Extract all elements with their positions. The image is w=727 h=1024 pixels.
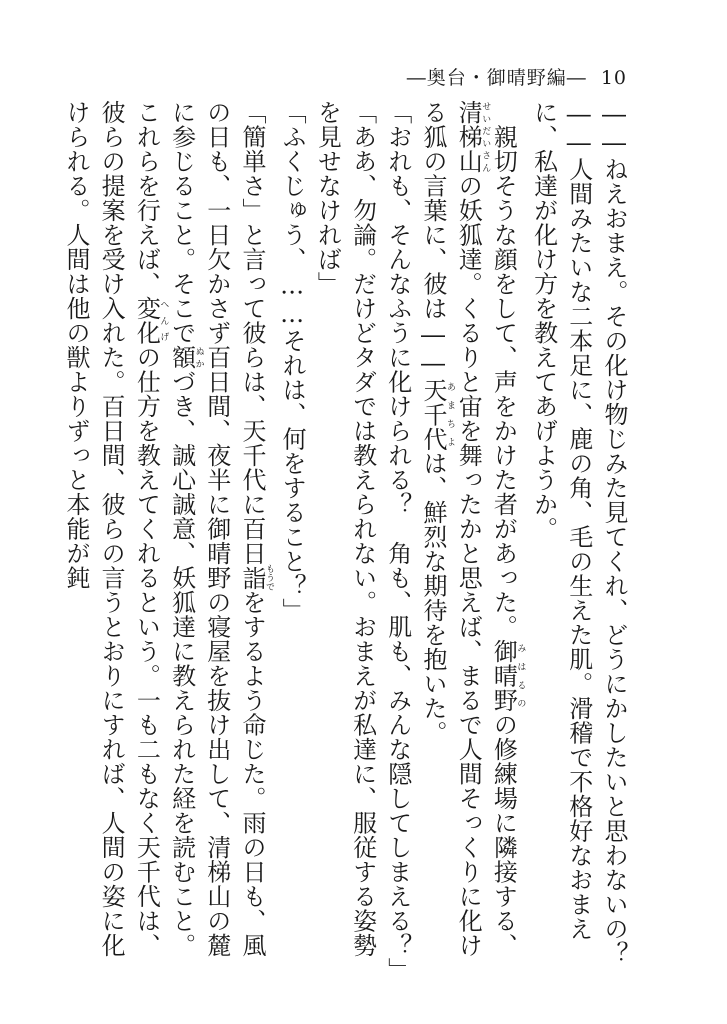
- paragraph-4: 「おれも、そんなふうに化けられる？ 角も、肌も、みんな隠してしまえる？」: [383, 100, 412, 982]
- chapter-title: ―奥台・御晴野編―: [406, 67, 587, 89]
- paragraph-3: 親切そうな顔をして、声をかけた者があった。御晴野みはるのの修練場に隣接する、清梯山せいだいさんの妖狐達。くるりと宙を舞ったかと思えば、まるで人間そっくりに化ける狐の言葉に、彼は――天千代あまちよは、鮮烈な期待を抱いた。: [418, 100, 526, 958]
- ruby-nuka: 額ぬか: [167, 345, 204, 370]
- ruby-miharuno: 御晴野みはるの: [489, 639, 526, 713]
- ruby-moude: 詣もうで: [237, 564, 274, 592]
- ruby-henge: 変化へんげ: [132, 296, 169, 345]
- ruby-henge-reading: へんげ: [158, 296, 169, 345]
- paragraph-5: 「ああ、勿論。だけどタダでは教えられない。おまえが私達に、服従する姿勢を見せなければ」: [313, 100, 377, 958]
- paragraph-2: ――人間みたいな二本足に、鹿の角、毛の生えた肌。滑稽で不格好なおまえに、私達が化け方を教えてあげようか。: [529, 100, 593, 941]
- paragraph-1: ――ねえおまえ。その化け物じみた見てくれ、どうにかしたいと思わないの？: [600, 100, 628, 966]
- running-header: [407, 63, 627, 90]
- paragraph-6: 「ふくじゅう、……それは、何をすること？」: [278, 100, 307, 623]
- ruby-seidaisan-reading: せいだいさん: [480, 100, 491, 174]
- ruby-amachiyo: 天千代あまちよ: [418, 377, 455, 451]
- page-number: 10: [600, 67, 627, 89]
- ruby-moude-reading: もうで: [263, 564, 274, 592]
- ruby-miharuno-reading: みはるの: [515, 639, 526, 713]
- ruby-amachiyo-reading: あまちよ: [444, 377, 455, 451]
- vertical-body-text: [58, 100, 631, 980]
- paragraph-7: 「簡単さ」と言って彼らは、天千代に百日詣もうでをするよう命じた。雨の日も、風の日も、一日欠かさず百日間、夜半に御晴野の寝屋を抜け出して、清梯山の麓に参じること。そこで額ぬかづき、誠心誠意、妖狐達に教えられた経を読むこと。これらを行えば、変化へんげの仕方を教えてくれるという。一も二もなく天千代は、彼らの提案を受け入れた。百日間、彼らの言うとおりにすれば、人間の姿に化けられる。人間は他の獣よりずっと本能が鈍: [61, 100, 274, 958]
- ruby-nuka-reading: ぬか: [193, 345, 204, 370]
- ruby-seidaisan: 清梯山せいだいさん: [454, 100, 491, 174]
